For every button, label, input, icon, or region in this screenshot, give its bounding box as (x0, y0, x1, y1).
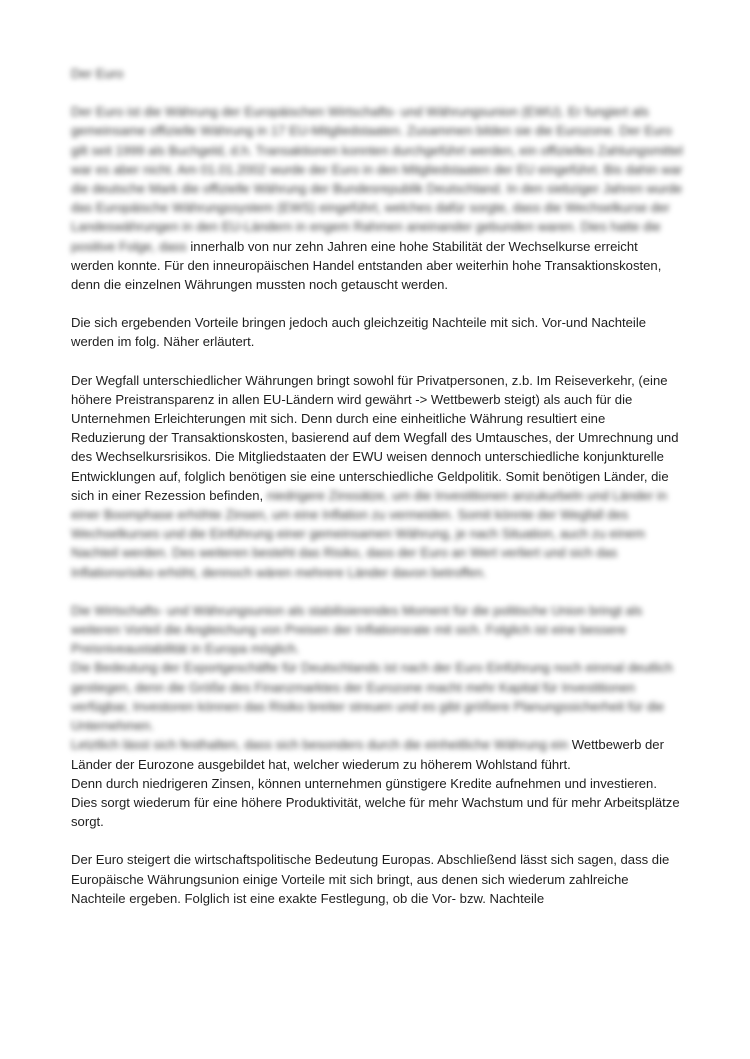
document-title: Der Euro (71, 66, 124, 81)
document-body (71, 64, 683, 908)
paragraph-political-union: Die Wirtschafts- und Währungsunion als stabilisierendes Moment für die politische Union bringt als weiteren Vorteil die Angleichung von Preisen der Inflationsrate mit sich. Folglich ist eine bessere Preisniveaustabilität in Europa möglich. (71, 602, 643, 657)
paragraph-intro (71, 102, 683, 294)
paragraph-currency-advantages (71, 371, 683, 582)
paragraph-currency-advantages-visible: Der Wegfall unterschiedlicher Währungen bringt sowohl für Privatpersonen, z.b. Im Reiseverkehr, (eine höhere Preistransparenz in allen EU-Ländern wird gewährt -> Wettbewerb steigt) als auch für die Unternehmen Erleichterungen mit sich. Denn durch eine einheitliche Währung resultiert eine Reduzierung der Transaktionskosten, basierend auf dem Wegfall des Umtausches, der Umrechnung und des Wechselkursrisikos. Die Mitgliedstaaten der EWU weisen dennoch unterschiedliche konjunkturelle Entwicklungen auf, folglich benötigen sie eine unterschiedliche Geldpolitik. Somit benötigen Länder, die sich in einer Rezession befinden, (71, 372, 679, 503)
paragraph-competition-visible: Wettbewerb der Länder der Eurozone ausgebildet hat, welcher wiederum zu höherem Wohlstand führt. (71, 737, 664, 772)
paragraph-competition (71, 735, 683, 773)
paragraph-intro-blurred: Der Euro ist die Währung der Europäischen Wirtschafts- und Währungsunion (EWU). Er fungiert als gemeinsame offizielle Währung in 17 EU-Mitgliedstaaten. Zusammen bilden sie die Eurozone. Der Euro gilt seit 1999 als Buchgeld, d.h. Transaktionen konnten durchgeführt werden, ein offizielles Zahlungsmittel war es aber nicht. Am 01.01.2002 wurde der Euro in den Mitgliedstaaten der EU eingeführt. Bis dahin war die deutsche Mark die offizielle Währung der Bundesrepublik Deutschland. In den siebziger Jahren wurde das Europäische Währungssystem (EWS) eingeführt, welches dafür sorgte, dass die Wechselkurse der Landeswährungen in den EU-Ländern in engem Rahmen aneinander gebunden waren. Dies hatte die positive Folge, dass (71, 104, 683, 254)
paragraph-currency-advantages-blurred: niedrigere Zinssätze, um die Investitionen anzukurbeln und Länder in einer Boomphase erhöhte Zinsen, um eine Inflation zu vermeiden. Somit könnte der Wegfall des Wechselkurses und die Einführung einer gemeinsamen Währung, je nach Situation, auch zu einem Nachteil werden. Des weiteren besteht das Risiko, dass der Euro an Wert verliert und sich das Inflationsrisiko erhöht, dennoch wären mehrere Länder davon betroffen. (71, 487, 668, 580)
paragraph-competition-blurred: Letztlich lässt sich festhalten, dass sich besonders durch die einheitliche Währung ein (71, 737, 569, 753)
paragraph-intro-visible: innerhalb von nur zehn Jahren eine hohe Stabilität der Wechselkurse erreicht werden konnte. Für den inneuropäischen Handel entstanden aber weiterhin hohe Transaktionskosten, denn die einzelnen Währungen mussten noch getauscht werden. (71, 238, 662, 293)
paragraph-exports: Die Bedeutung der Exportgeschäfte für Deutschlands ist nach der Euro Einführung noch einmal deutlich gestiegen, denn die Größe des Finanzmarktes der Eurozone macht mehr Kapital für Investitionen verfügbar, Investoren können das Risiko breiter streuen und es gibt größere Planungssicherheit für die Unternehmen. (71, 660, 673, 734)
paragraph-overview: Die sich ergebenden Vorteile bringen jedoch auch gleichzeitig Nachteile mit sich. Vor-und Nachteile werden im folg. Näher erläutert. (71, 315, 647, 350)
paragraph-conclusion: Der Euro steigert die wirtschaftspolitische Bedeutung Europas. Abschließend lässt sich sagen, dass die Europäische Währungsunion einige Vorteile mit sich bringt, aus denen sich wiederum zahlreiche Nachteile ergeben. Folglich ist eine exakte Festlegung, ob die Vor- bzw. Nachteile (71, 852, 670, 906)
paragraph-interest-rates: Denn durch niedrigeren Zinsen, können unternehmen günstigere Kredite aufnehmen und investieren. Dies sorgt wiederum für eine höhere Produktivität, welche für mehr Wachstum und für mehr Arbeitsplätze sorgt. (71, 775, 680, 830)
